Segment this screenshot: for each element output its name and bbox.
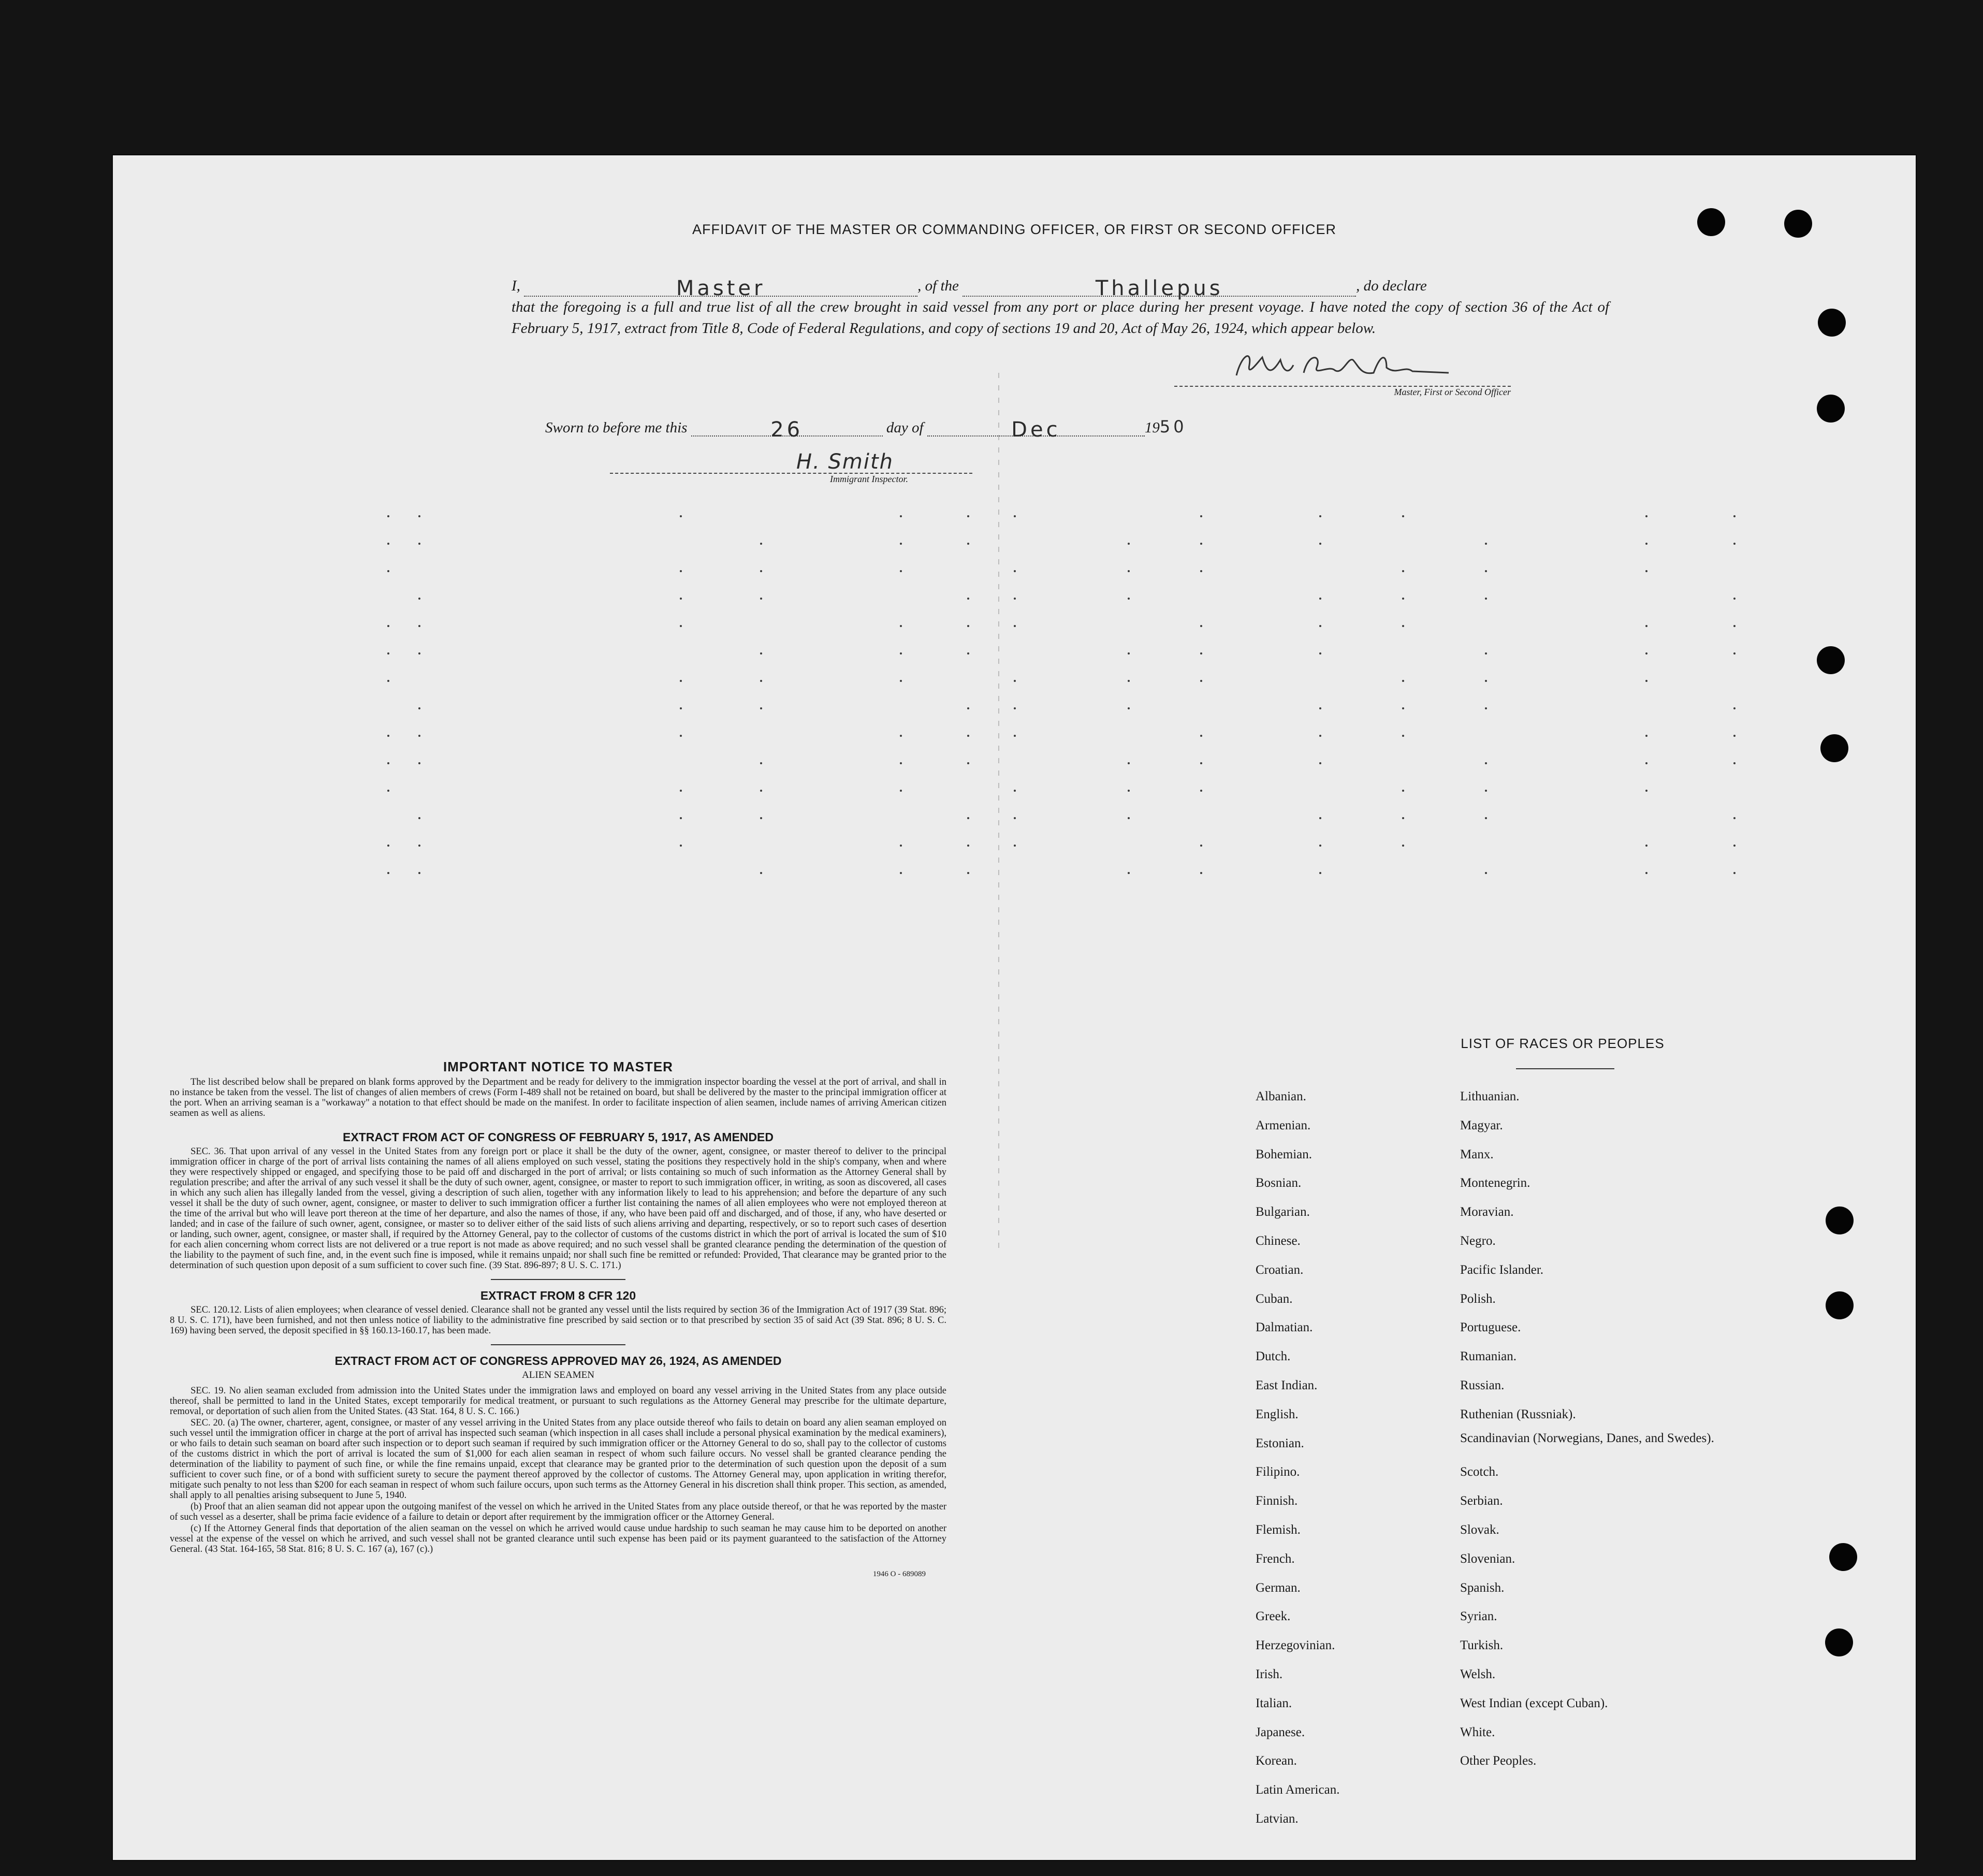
sworn-day-field[interactable] bbox=[691, 418, 883, 442]
race-item: Estonian. bbox=[1256, 1436, 1304, 1450]
guide-dot bbox=[967, 515, 969, 517]
notice-title: IMPORTANT NOTICE TO MASTER bbox=[443, 1059, 673, 1074]
guide-dot bbox=[1645, 570, 1647, 572]
race-item: English. bbox=[1256, 1407, 1299, 1421]
guide-dot bbox=[967, 652, 969, 655]
master-signature-image bbox=[1231, 344, 1490, 386]
guide-dot bbox=[1645, 625, 1647, 627]
race-item: Portuguese. bbox=[1460, 1320, 1521, 1335]
guide-dot bbox=[1402, 570, 1404, 572]
guide-dot bbox=[1200, 845, 1202, 847]
race-item: Irish. bbox=[1256, 1667, 1283, 1681]
race-item: Bosnian. bbox=[1256, 1176, 1302, 1190]
races-title-rule bbox=[1516, 1068, 1614, 1069]
guide-dot bbox=[1645, 790, 1647, 792]
inspector-block bbox=[610, 448, 972, 485]
binder-hole bbox=[1817, 395, 1845, 423]
guide-dot bbox=[1128, 707, 1130, 709]
guide-dot bbox=[387, 625, 389, 627]
master-signature-line[interactable] bbox=[1174, 344, 1511, 387]
guide-dot bbox=[1319, 625, 1321, 627]
guide-dot bbox=[1128, 817, 1130, 819]
guide-dot bbox=[967, 762, 969, 764]
guide-dot bbox=[680, 707, 682, 709]
binder-hole bbox=[1818, 309, 1846, 337]
guide-dot bbox=[387, 570, 389, 572]
guide-dot bbox=[1733, 515, 1736, 517]
race-item: Turkish. bbox=[1460, 1638, 1504, 1653]
guide-dot bbox=[1319, 817, 1321, 819]
guide-dot bbox=[1485, 570, 1487, 572]
guide-dot bbox=[1485, 652, 1487, 655]
guide-dot bbox=[1200, 790, 1202, 792]
sworn-line bbox=[545, 417, 1187, 442]
guide-dot bbox=[900, 652, 902, 655]
section-divider bbox=[491, 1344, 625, 1345]
guide-dot bbox=[418, 652, 420, 655]
extract-8cfr-title: EXTRACT FROM 8 CFR 120 bbox=[480, 1289, 636, 1302]
guide-dot bbox=[1014, 817, 1016, 819]
center-fold-line bbox=[998, 373, 999, 1253]
race-item: Lithuanian. bbox=[1460, 1089, 1520, 1103]
declaration-body: that the foregoing is a full and true list of all the crew brought in said vessel from any port or place during her present voyage. I have noted the copy of section 36 of the Act of February 5, 1917, extract from Title 8, Code of Federal Regulations, and copy of sections 19 and 20, Act of May 26, 1924, which appear below. bbox=[512, 299, 1609, 337]
extract-1924-subtitle: ALIEN SEAMEN bbox=[522, 1370, 594, 1380]
guide-dot bbox=[1014, 515, 1016, 517]
guide-dot bbox=[760, 817, 762, 819]
binder-hole bbox=[1817, 646, 1845, 674]
race-item: Chinese. bbox=[1256, 1233, 1301, 1248]
vessel-name-field[interactable] bbox=[963, 277, 1356, 300]
race-item: Slovak. bbox=[1460, 1522, 1499, 1537]
guide-dot bbox=[1733, 625, 1736, 627]
guide-dot bbox=[1485, 817, 1487, 819]
race-item: Korean. bbox=[1256, 1754, 1297, 1768]
guide-dot bbox=[418, 845, 420, 847]
race-item: Greek. bbox=[1256, 1609, 1291, 1624]
guide-dot bbox=[1014, 598, 1016, 600]
guide-dot bbox=[1402, 735, 1404, 737]
guide-dot bbox=[760, 872, 762, 874]
race-item: Cuban. bbox=[1256, 1291, 1293, 1306]
guide-dot bbox=[1200, 625, 1202, 627]
guide-dot bbox=[760, 570, 762, 572]
sworn-prefix: Sworn to before me this bbox=[545, 419, 688, 436]
guide-dot bbox=[1128, 680, 1130, 682]
guide-dot bbox=[680, 570, 682, 572]
guide-dot bbox=[680, 845, 682, 847]
vessel-name-handwritten: Thallepus bbox=[1095, 277, 1223, 300]
race-item: French. bbox=[1256, 1551, 1295, 1566]
guide-dot bbox=[760, 652, 762, 655]
guide-dot bbox=[1319, 707, 1321, 709]
guide-dot bbox=[900, 515, 902, 517]
guide-dot bbox=[967, 872, 969, 874]
race-item: Latin American. bbox=[1256, 1783, 1340, 1797]
guide-dot bbox=[418, 872, 420, 874]
guide-dot bbox=[1014, 735, 1016, 737]
guide-dot bbox=[680, 625, 682, 627]
guide-dot bbox=[1645, 680, 1647, 682]
guide-dot bbox=[387, 762, 389, 764]
guide-dot bbox=[1128, 570, 1130, 572]
race-item: Manx. bbox=[1460, 1147, 1494, 1161]
guide-dot bbox=[1733, 735, 1736, 737]
master-signature-block bbox=[1174, 344, 1511, 398]
race-item: Dutch. bbox=[1256, 1349, 1291, 1364]
guide-dot bbox=[680, 598, 682, 600]
race-item: Syrian. bbox=[1460, 1609, 1497, 1624]
guide-dot bbox=[387, 845, 389, 847]
race-item: Ruthenian (Russniak). bbox=[1460, 1407, 1576, 1421]
guide-dot bbox=[1128, 652, 1130, 655]
guide-dot bbox=[1402, 845, 1404, 847]
guide-dot bbox=[418, 817, 420, 819]
race-item: Armenian. bbox=[1256, 1118, 1311, 1132]
guide-dot bbox=[1402, 680, 1404, 682]
guide-dot bbox=[418, 707, 420, 709]
guide-dot bbox=[680, 817, 682, 819]
day-of-label: day of bbox=[886, 419, 924, 436]
race-item: Negro. bbox=[1460, 1233, 1496, 1248]
guide-dot bbox=[680, 515, 682, 517]
guide-dot bbox=[680, 790, 682, 792]
guide-dot bbox=[967, 598, 969, 600]
sec-20c-text: (c) If the Attorney General finds that deportation of the alien seaman on the vessel on which he arrived would cause undue hardship to such seaman he may cause him to be deported on another vessel at the expense of the vessel on which he arrived, and such vessel shall not be granted clearance until such expense has been paid or its payment guaranteed to the satisfaction of the Attorney General. (43 Stat. 164-165, 58 Stat. 816; 8 U. S. C. 167 (a), 167 (c).) bbox=[170, 1523, 946, 1554]
notice-column bbox=[170, 1061, 946, 1579]
guide-dot bbox=[967, 845, 969, 847]
guide-dot bbox=[900, 845, 902, 847]
guide-dot bbox=[387, 543, 389, 545]
race-item: Serbian. bbox=[1460, 1494, 1503, 1508]
guide-dot bbox=[1128, 543, 1130, 545]
guide-dot bbox=[680, 735, 682, 737]
guide-dot bbox=[1402, 707, 1404, 709]
binder-hole bbox=[1826, 1206, 1854, 1234]
race-item: Scotch. bbox=[1460, 1465, 1499, 1479]
guide-dot bbox=[1733, 707, 1736, 709]
guide-dot bbox=[760, 598, 762, 600]
race-item: Pacific Islander. bbox=[1460, 1262, 1544, 1277]
guide-dot bbox=[387, 790, 389, 792]
guide-dot bbox=[1200, 872, 1202, 874]
guide-dot bbox=[1733, 598, 1736, 600]
guide-dot bbox=[1645, 845, 1647, 847]
extract-1924-title: EXTRACT FROM ACT OF CONGRESS APPROVED MAY 26, 1924, AS AMENDED bbox=[334, 1354, 782, 1368]
race-item: White. bbox=[1460, 1725, 1495, 1739]
guide-dot bbox=[900, 790, 902, 792]
guide-dot bbox=[1645, 543, 1647, 545]
binder-hole bbox=[1820, 734, 1848, 762]
guide-dot bbox=[680, 680, 682, 682]
race-item: Albanian. bbox=[1256, 1089, 1306, 1103]
form-sheet bbox=[113, 155, 1916, 1860]
guide-dot bbox=[1733, 762, 1736, 764]
notice-body: The list described below shall be prepared on blank forms approved by the Department and be ready for delivery to the immigration inspector boarding the vessel at the port of arrival, and shall in no instance be taken from the vessel. The list of changes of alien members of crews (Form I-489 shall not be retained on board, but shall be delivered by the master to the principal immigration officer at the port. When an arriving seaman is a "workaway" a notation to that effect should be made on the manifest. In order to facilitate inspection of alien seamen, include names of arriving American citizen seamen as well as aliens. bbox=[170, 1077, 946, 1118]
guide-dot bbox=[900, 872, 902, 874]
guide-dot bbox=[1485, 707, 1487, 709]
sec-19-text: SEC. 19. No alien seaman excluded from admission into the United States under the immigration laws and employed on board any vessel arriving in the United States from any place outside thereof, shall be permitted to land in the United States, except temporarily for medical treatment, or pursuant to such regulations as the Attorney General may prescribe for the ultimate departure, removal, or deportation of such alien from the United States. (43 Stat. 164, 8 U. S. C. 166.) bbox=[170, 1386, 946, 1417]
print-code: 1946 O - 689089 bbox=[872, 1570, 926, 1578]
year-prefix: 19 bbox=[1144, 419, 1160, 436]
race-item: Japanese. bbox=[1256, 1725, 1305, 1739]
race-item: Croatian. bbox=[1256, 1262, 1304, 1277]
guide-dot bbox=[1200, 735, 1202, 737]
guide-dot bbox=[387, 735, 389, 737]
race-item: Russian. bbox=[1460, 1378, 1505, 1392]
guide-dot bbox=[760, 762, 762, 764]
extract-8cfr-body: SEC. 120.12. Lists of alien employees; when clearance of vessel denied. Clearance shall not be granted any vessel until the lists required by section 36 of the Immigration Act of 1917 (39 Stat. 896; 8 U. S. C. 171), have been furnished, and not then unless notice of liability to the administrative fine prescribed by said section or to that prescribed by section 35 of said Act (39 Stat. 896; 8 U. S. C. 169) having been served, the deposit specified in §§ 160.13-160.17, has been made. bbox=[170, 1305, 946, 1336]
guide-dot bbox=[1200, 680, 1202, 682]
extract-1917-title: EXTRACT FROM ACT OF CONGRESS OF FEBRUARY 5, 1917, AS AMENDED bbox=[343, 1130, 774, 1144]
guide-dot bbox=[1200, 515, 1202, 517]
guide-dot bbox=[760, 680, 762, 682]
guide-dot bbox=[967, 543, 969, 545]
guide-dot bbox=[418, 735, 420, 737]
guide-dot bbox=[1485, 872, 1487, 874]
declaration-block bbox=[512, 275, 1609, 339]
guide-dot bbox=[900, 570, 902, 572]
race-item: Magyar. bbox=[1460, 1118, 1503, 1132]
race-item: Rumanian. bbox=[1460, 1349, 1517, 1364]
guide-dot bbox=[1319, 762, 1321, 764]
guide-dot bbox=[1733, 652, 1736, 655]
guide-dot bbox=[1014, 707, 1016, 709]
guide-dot bbox=[1485, 543, 1487, 545]
binder-hole bbox=[1826, 1291, 1854, 1319]
guide-dot bbox=[1200, 762, 1202, 764]
guide-dot bbox=[760, 543, 762, 545]
guide-dot bbox=[1319, 543, 1321, 545]
guide-dot bbox=[967, 625, 969, 627]
guide-dot bbox=[418, 625, 420, 627]
do-declare-label: , do declare bbox=[1356, 278, 1427, 294]
guide-dot bbox=[1319, 515, 1321, 517]
guide-dot bbox=[1128, 762, 1130, 764]
of-the-label: , of the bbox=[917, 278, 959, 294]
guide-dot bbox=[418, 515, 420, 517]
guide-dot bbox=[1485, 762, 1487, 764]
race-item: Dalmatian. bbox=[1256, 1320, 1313, 1335]
inspector-caption: Immigrant Inspector. bbox=[830, 474, 908, 484]
guide-dot bbox=[1645, 652, 1647, 655]
guide-dot bbox=[1402, 790, 1404, 792]
guide-dot bbox=[1733, 872, 1736, 874]
guide-dot bbox=[1128, 790, 1130, 792]
guide-dot bbox=[1645, 872, 1647, 874]
guide-dot bbox=[967, 735, 969, 737]
declaration-prefix: I, bbox=[512, 278, 520, 294]
inspector-signature: H. Smith bbox=[796, 450, 894, 474]
race-item: Latvian. bbox=[1256, 1811, 1299, 1826]
race-item: Italian. bbox=[1256, 1696, 1292, 1710]
master-signature-caption: Master, First or Second Officer bbox=[1394, 387, 1511, 397]
sec-20b-text: (b) Proof that an alien seaman did not appear upon the outgoing manifest of the vessel on which he arrived in the United States from any place outside thereof, or that he was reported by the master of such vessel as a deserter, shall be prima facie evidence of a failure to detain or deport after requirement by the immigration officer or the Attorney General. bbox=[170, 1502, 946, 1522]
affidavit-title: AFFIDAVIT OF THE MASTER OR COMMANDING OFFICER, OR FIRST OR SECOND OFFICER bbox=[692, 222, 1337, 237]
race-item: Finnish. bbox=[1256, 1494, 1298, 1508]
section-divider bbox=[491, 1279, 625, 1280]
guide-dot bbox=[1733, 817, 1736, 819]
guide-dot bbox=[1485, 680, 1487, 682]
sworn-day-handwritten: 26 bbox=[770, 418, 804, 442]
guide-dot bbox=[900, 735, 902, 737]
guide-dot bbox=[1014, 625, 1016, 627]
guide-dot bbox=[1128, 872, 1130, 874]
race-item: German. bbox=[1256, 1580, 1301, 1595]
races-right-column bbox=[1460, 1082, 1714, 1776]
guide-dot bbox=[387, 872, 389, 874]
guide-dot bbox=[1733, 543, 1736, 545]
guide-dot bbox=[1402, 817, 1404, 819]
guide-dot bbox=[1128, 598, 1130, 600]
binder-hole bbox=[1825, 1628, 1853, 1656]
guide-dot bbox=[1200, 570, 1202, 572]
guide-dot bbox=[418, 543, 420, 545]
guide-dot bbox=[967, 707, 969, 709]
guide-dot bbox=[1014, 680, 1016, 682]
race-item: Scandinavian (Norwegians, Danes, and Swedes). bbox=[1460, 1431, 1714, 1445]
guide-dot bbox=[1402, 598, 1404, 600]
sworn-year-handwritten: 50 bbox=[1159, 417, 1187, 437]
race-item: Polish. bbox=[1460, 1291, 1496, 1306]
guide-dot bbox=[1645, 515, 1647, 517]
guide-dot bbox=[387, 652, 389, 655]
guide-dot bbox=[1014, 845, 1016, 847]
race-item: Welsh. bbox=[1460, 1667, 1496, 1681]
sec-20a-text: SEC. 20. (a) The owner, charterer, agent, consignee, or master of any vessel arriving in the United States from any place outside thereof who fails to detain on board any alien seaman employed on such vessel until the immigration officer in charge at the port of arrival has inspected such seaman (which inspection in all cases shall include a personal physical examination by the medical examiners), or who fails to detain such seaman on board after such inspection or to deport such seaman if required by such immigration officer or the Attorney General to do so, shall pay to the collector of customs of the customs district in which the port of arrival is located the sum of $1,000 for each alien seaman in respect of whom such failure occurs. No vessel shall be granted clearance pending the determination of the liability to payment of such fine, or while the fine remains unpaid, except that clearance may be granted prior to the determination of such question upon the deposit of a sum sufficient to cover such fine, or of a bond with sufficient surety to secure the payment thereof approved by the collector of customs. The Attorney General may, upon application in writing therefor, mitigate such penalty to not less than $200 for each seaman in respect of whom such failure occurs, upon such terms as the Attorney General in his discretion shall think proper. This section, as amended, shall apply to all penalties arising subsequent to June 5, 1940. bbox=[170, 1418, 946, 1501]
inspector-signature-line[interactable] bbox=[610, 448, 972, 474]
guide-dot bbox=[1645, 735, 1647, 737]
guide-dot bbox=[760, 790, 762, 792]
race-item: West Indian (except Cuban). bbox=[1460, 1696, 1608, 1710]
races-left-column bbox=[1256, 1082, 1339, 1834]
race-item: Slovenian. bbox=[1460, 1551, 1515, 1566]
guide-dot bbox=[1319, 652, 1321, 655]
guide-dot bbox=[387, 515, 389, 517]
guide-dot bbox=[1733, 845, 1736, 847]
guide-dot bbox=[1200, 543, 1202, 545]
master-name-field[interactable] bbox=[524, 277, 917, 300]
guide-dot bbox=[1319, 845, 1321, 847]
race-item: Filipino. bbox=[1256, 1465, 1300, 1479]
guide-dot bbox=[900, 762, 902, 764]
guide-dot bbox=[1319, 872, 1321, 874]
guide-dot bbox=[1014, 570, 1016, 572]
guide-dot bbox=[418, 598, 420, 600]
guide-dot bbox=[1402, 515, 1404, 517]
guide-dot bbox=[1645, 762, 1647, 764]
races-title: LIST OF RACES OR PEOPLES bbox=[1461, 1036, 1665, 1051]
race-item: Montenegrin. bbox=[1460, 1176, 1530, 1190]
race-item: Flemish. bbox=[1256, 1522, 1301, 1537]
race-item: Spanish. bbox=[1460, 1580, 1505, 1595]
guide-dot bbox=[1319, 735, 1321, 737]
master-name-handwritten: Master bbox=[676, 277, 766, 300]
race-item: Bohemian. bbox=[1256, 1147, 1313, 1161]
guide-dot bbox=[967, 817, 969, 819]
guide-dot bbox=[1319, 598, 1321, 600]
guide-dot bbox=[760, 707, 762, 709]
sworn-month-field[interactable] bbox=[927, 418, 1145, 442]
guide-dot bbox=[900, 680, 902, 682]
race-item: East Indian. bbox=[1256, 1378, 1318, 1392]
race-item: Bulgarian. bbox=[1256, 1205, 1310, 1219]
guide-dot bbox=[1014, 790, 1016, 792]
race-item: Other Peoples. bbox=[1460, 1754, 1537, 1768]
race-item: Moravian. bbox=[1460, 1205, 1514, 1219]
sworn-month-handwritten: Dec bbox=[1011, 418, 1061, 442]
extract-1917-body: SEC. 36. That upon arrival of any vessel in the United States from any foreign port or place it shall be the duty of the owner, agent, consignee, or master thereof to deliver to the principal immigration officer in charge of the port of arrival lists containing the names of all aliens employed on such vessel, stating the positions they respectively hold in the ship's company, when and where they were respectively shipped or engaged, and specifying those to be paid off and discharged in the port of arrival; or lists containing so much of such information as the Attorney General shall by regulation prescribe; and after the arrival of any such vessel it shall be the duty of such owner, agent, consignee, or master to report to such immigration officer, in writing, as soon as discovered, all cases in which any such alien has illegally landed from the vessel, giving a description of such alien, together with any information likely to lead to his apprehension; and before the departure of any such vessel it shall be the duty of such owner, agent, consignee, or master to deliver to such immigration officer a further list containing the names of all alien employees who were not employed thereon at the time of the arrival but who will leave port thereon at the time of her departure, and also the names of those, if any, who have been paid off and discharged, and of those, if any, who have deserted or landed; and in case of the failure of such owner, agent, consignee, or master so to deliver either of the said lists of such aliens arriving and departing, respectively, or so to report such cases of desertion or landing, such owner, agent, consignee, or master shall, if required by the Attorney General, pay to the collector of customs of the customs district in which the port of arrival is located the sum of $10 for each alien concerning whom correct lists are not delivered or a true report is not made as above required; and no such vessel shall be granted clearance pending the determination of the question of the liability to the payment of such fine, and, in the event such fine is imposed, while it remains unpaid; nor shall such fine be remitted or refunded: Provided, That clearance may be granted prior to the determination of such question upon deposit of a sum sufficient to cover such fine. (39 Stat. 896-897; 8 U. S. C. 171.) bbox=[170, 1146, 946, 1271]
guide-dot bbox=[387, 680, 389, 682]
guide-dot bbox=[1200, 652, 1202, 655]
guide-dot bbox=[900, 625, 902, 627]
binder-hole bbox=[1829, 1543, 1857, 1571]
guide-dot bbox=[1402, 625, 1404, 627]
race-item: Herzegovinian. bbox=[1256, 1638, 1335, 1653]
guide-dot bbox=[1485, 790, 1487, 792]
guide-dot bbox=[900, 543, 902, 545]
guide-dot bbox=[418, 762, 420, 764]
guide-dot bbox=[1485, 598, 1487, 600]
